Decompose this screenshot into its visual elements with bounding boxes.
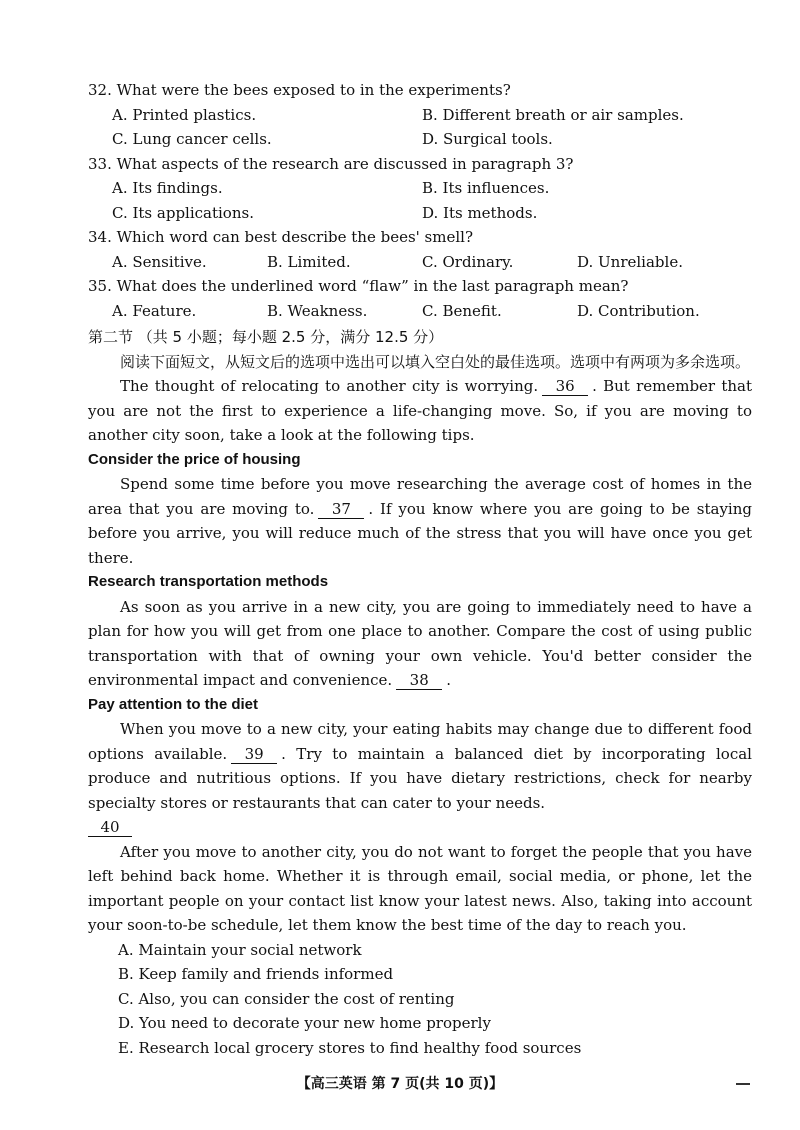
text: . Try to maintain a balanced diet by incorporating local produce and nutritious options. If you have dietary restrictions, check for nearby specialty stores or restaurants that can cater to your needs. [88,744,752,812]
text: The thought of relocating to another city is worrying. [120,377,539,395]
question-32-stem: 32. What were the bees exposed to in the experiments? [88,81,511,99]
question-34-stem: 34. Which word can best describe the bees' smell? [88,228,473,246]
option: D. Surgical tools. [422,130,553,148]
blank-39: 39 [231,745,277,764]
option: D. Contribution. [577,301,700,320]
option: C. Its applications. [112,203,254,222]
blank-40: 40 [88,818,132,837]
option: C. Ordinary. [422,252,514,271]
heading-housing: Consider the price of housing [88,450,301,468]
paragraph-network: After you move to another city, you do not want to forget the people that you have left behind back home. Whether it is through email, social media, or phone, let the important people on your contact list know your latest news. Also, taking into account your soon-to-be schedule, let them know the best time of the day to reach you. [88,842,752,934]
option: A. Printed plastics. [112,105,257,124]
blank-40-line [88,815,752,840]
option: A. Its findings. [112,179,223,197]
blank-37: 37 [318,500,364,519]
option: A. Feature. [112,301,197,320]
heading-transportation: Research transportation methods [88,573,329,590]
question-33-options [88,176,752,201]
blank-38: 38 [396,671,442,690]
question-33-stem: 33. What aspects of the research are discussed in paragraph 3? [88,154,574,173]
passage-intro [88,374,752,448]
text: . But remember that you are not the first to experience a life-changing move. So, if you are moving to another city soon, take a look at the following tips. [88,377,752,444]
text: Spend some time before you move researching the average cost of homes in the area that you are moving to. [88,475,752,518]
paragraph-diet [88,717,752,815]
choice-c: C. Also, you can consider the cost of renting [118,989,455,1008]
choice-e: E. Research local grocery stores to find healthy food sources [118,1038,582,1057]
question-32-options [88,103,752,128]
section-instruction: 阅读下面短文，从短文后的选项中选出可以填入空白处的最佳选项。选项中有两项为多余选项。 [120,352,751,371]
option: C. Lung cancer cells. [112,130,272,148]
text: . If you know where you are going to be staying before you arrive, you will reduce much of the stress that you will have once you get there. [88,499,752,567]
choice-b: B. Keep family and friends informed [118,965,394,983]
option: B. Limited. [267,252,351,271]
option: B. Its influences. [422,179,550,197]
option: D. Unreliable. [577,252,683,271]
option: B. Weakness. [267,301,368,320]
question-34-options [88,250,752,275]
option: C. Benefit. [422,301,502,320]
heading-diet: Pay attention to the diet [88,695,259,713]
page-footer: 【高三英语 第 7 页(共 10 页)】 [296,1076,504,1092]
corner-mark [736,1083,750,1085]
question-33-options-row2 [88,201,752,226]
exam-page [88,78,752,1060]
paragraph-transportation [88,595,752,693]
choice-a: A. Maintain your social network [118,940,362,959]
question-35-stem: 35. What does the underlined word “flaw” in the last paragraph mean? [88,277,629,295]
blank-36: 36 [542,377,588,396]
option: A. Sensitive. [112,252,207,271]
section-title: 第二节 （共 5 小题；每小题 2.5 分，满分 12.5 分） [88,328,444,346]
text: When you move to a new city, your eating habits may change due to different food options available. [88,720,752,763]
question-35-options [88,299,752,324]
text: . [446,671,451,689]
question-32-options-row2 [88,127,752,152]
text: As soon as you arrive in a new city, you are going to immediately need to have a plan for how you will get from one place to another. Compare the cost of using public transportation with that of owning your own vehicle. You'd better consider the environmental impact and convenience. [88,597,752,689]
option: D. Its methods. [422,203,538,222]
choice-d: D. You need to decorate your new home properly [118,1014,491,1032]
paragraph-housing [88,472,752,570]
option: B. Different breath or air samples. [422,105,684,124]
